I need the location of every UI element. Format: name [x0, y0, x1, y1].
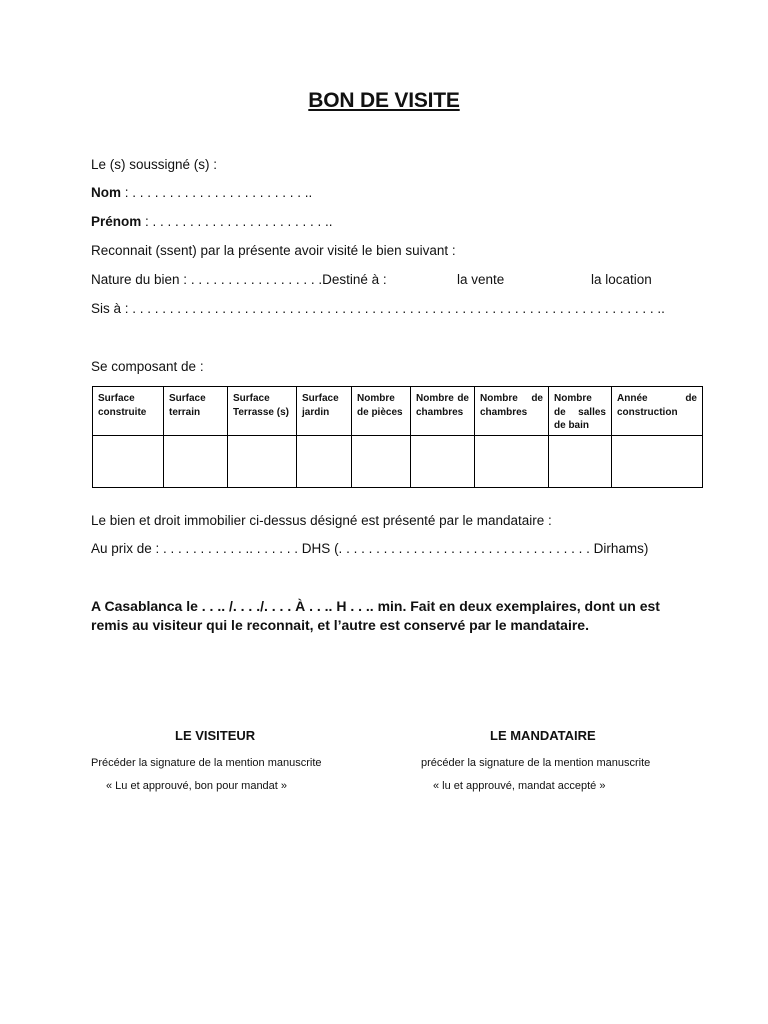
- table-cell[interactable]: [297, 436, 352, 488]
- header-surface-terrasse: Surface Terrasse (s): [228, 387, 297, 436]
- header-nombre-chambres: Nombre de chambres: [411, 387, 475, 436]
- table-cell[interactable]: [352, 436, 411, 488]
- prenom-line: [91, 214, 333, 229]
- table-cell[interactable]: [93, 436, 164, 488]
- header-annee-construction: Année de construction: [612, 387, 703, 436]
- table-cell[interactable]: [164, 436, 228, 488]
- mandataire-presentation-line: Le bien et droit immobilier ci-dessus désigné est présenté par le mandataire :: [91, 513, 552, 528]
- nom-line: [91, 185, 312, 200]
- table-cell[interactable]: [228, 436, 297, 488]
- table-cell[interactable]: [612, 436, 703, 488]
- soussigne-line: Le (s) soussigné (s) :: [91, 157, 218, 172]
- destination-vente-option: la vente: [457, 272, 505, 287]
- visiteur-note: Précéder la signature de la mention manuscrite: [91, 757, 322, 769]
- table-header-row: [93, 387, 703, 436]
- table-cell[interactable]: [475, 436, 549, 488]
- prenom-label: Prénom: [91, 214, 142, 229]
- header-surface-jardin: Surface jardin: [297, 387, 352, 436]
- visiteur-title: LE VISITEUR: [175, 728, 256, 743]
- nature-line: Nature du bien : . . . . . . . . . . . . . . . . . .Destiné à :: [91, 272, 387, 287]
- header-nombre-chambres-2: Nombre de chambres: [475, 387, 549, 436]
- nom-dots: : . . . . . . . . . . . . . . . . . . . . . . . ..: [121, 185, 313, 200]
- mandataire-note: précéder la signature de la mention manuscrite: [421, 757, 651, 769]
- reconnait-line: Reconnait (ssent) par la présente avoir visité le bien suivant :: [91, 243, 456, 258]
- nom-label: Nom: [91, 185, 121, 200]
- table-cell[interactable]: [549, 436, 612, 488]
- header-nombre-pieces: Nombre de pièces: [352, 387, 411, 436]
- header-surface-construite: Surface construite: [93, 387, 164, 436]
- property-details-table: [92, 386, 703, 488]
- header-surface-terrain: Surface terrain: [164, 387, 228, 436]
- mandataire-title: LE MANDATAIRE: [490, 728, 596, 743]
- sis-line: Sis à : . . . . . . . . . . . . . . . . . . . . . . . . . . . . . . . . . . . . . . . . . . . . . . . . . . . . . . . . . . . . . . . . . . . . . . ..: [91, 301, 665, 316]
- table-cell[interactable]: [411, 436, 475, 488]
- mandataire-mention: « lu et approuvé, mandat accepté »: [433, 780, 606, 792]
- date-and-copies-paragraph: A Casablanca le . . .. /. . . ./. . . . À . . .. H . . .. min. Fait en deux exemplaires, dont un est remis au visiteur qui le reconnait, et l’autre est conservé par le mandataire.: [91, 598, 660, 633]
- prix-line: Au prix de : . . . . . . . . . . . .. . . . . . . DHS (. . . . . . . . . . . . . . . . . . . . . . . . . . . . . . . . . . Dirhams): [91, 541, 649, 556]
- destination-location-option: la location: [591, 272, 652, 287]
- table-row: [93, 436, 703, 488]
- document-title: BON DE VISITE: [308, 89, 460, 112]
- visiteur-mention: « Lu et approuvé, bon pour mandat »: [106, 780, 288, 792]
- composant-line: Se composant de :: [91, 359, 204, 374]
- header-nombre-salles-bain: Nombre de salles de bain: [549, 387, 612, 436]
- prenom-dots: : . . . . . . . . . . . . . . . . . . . . . . . ..: [141, 214, 333, 229]
